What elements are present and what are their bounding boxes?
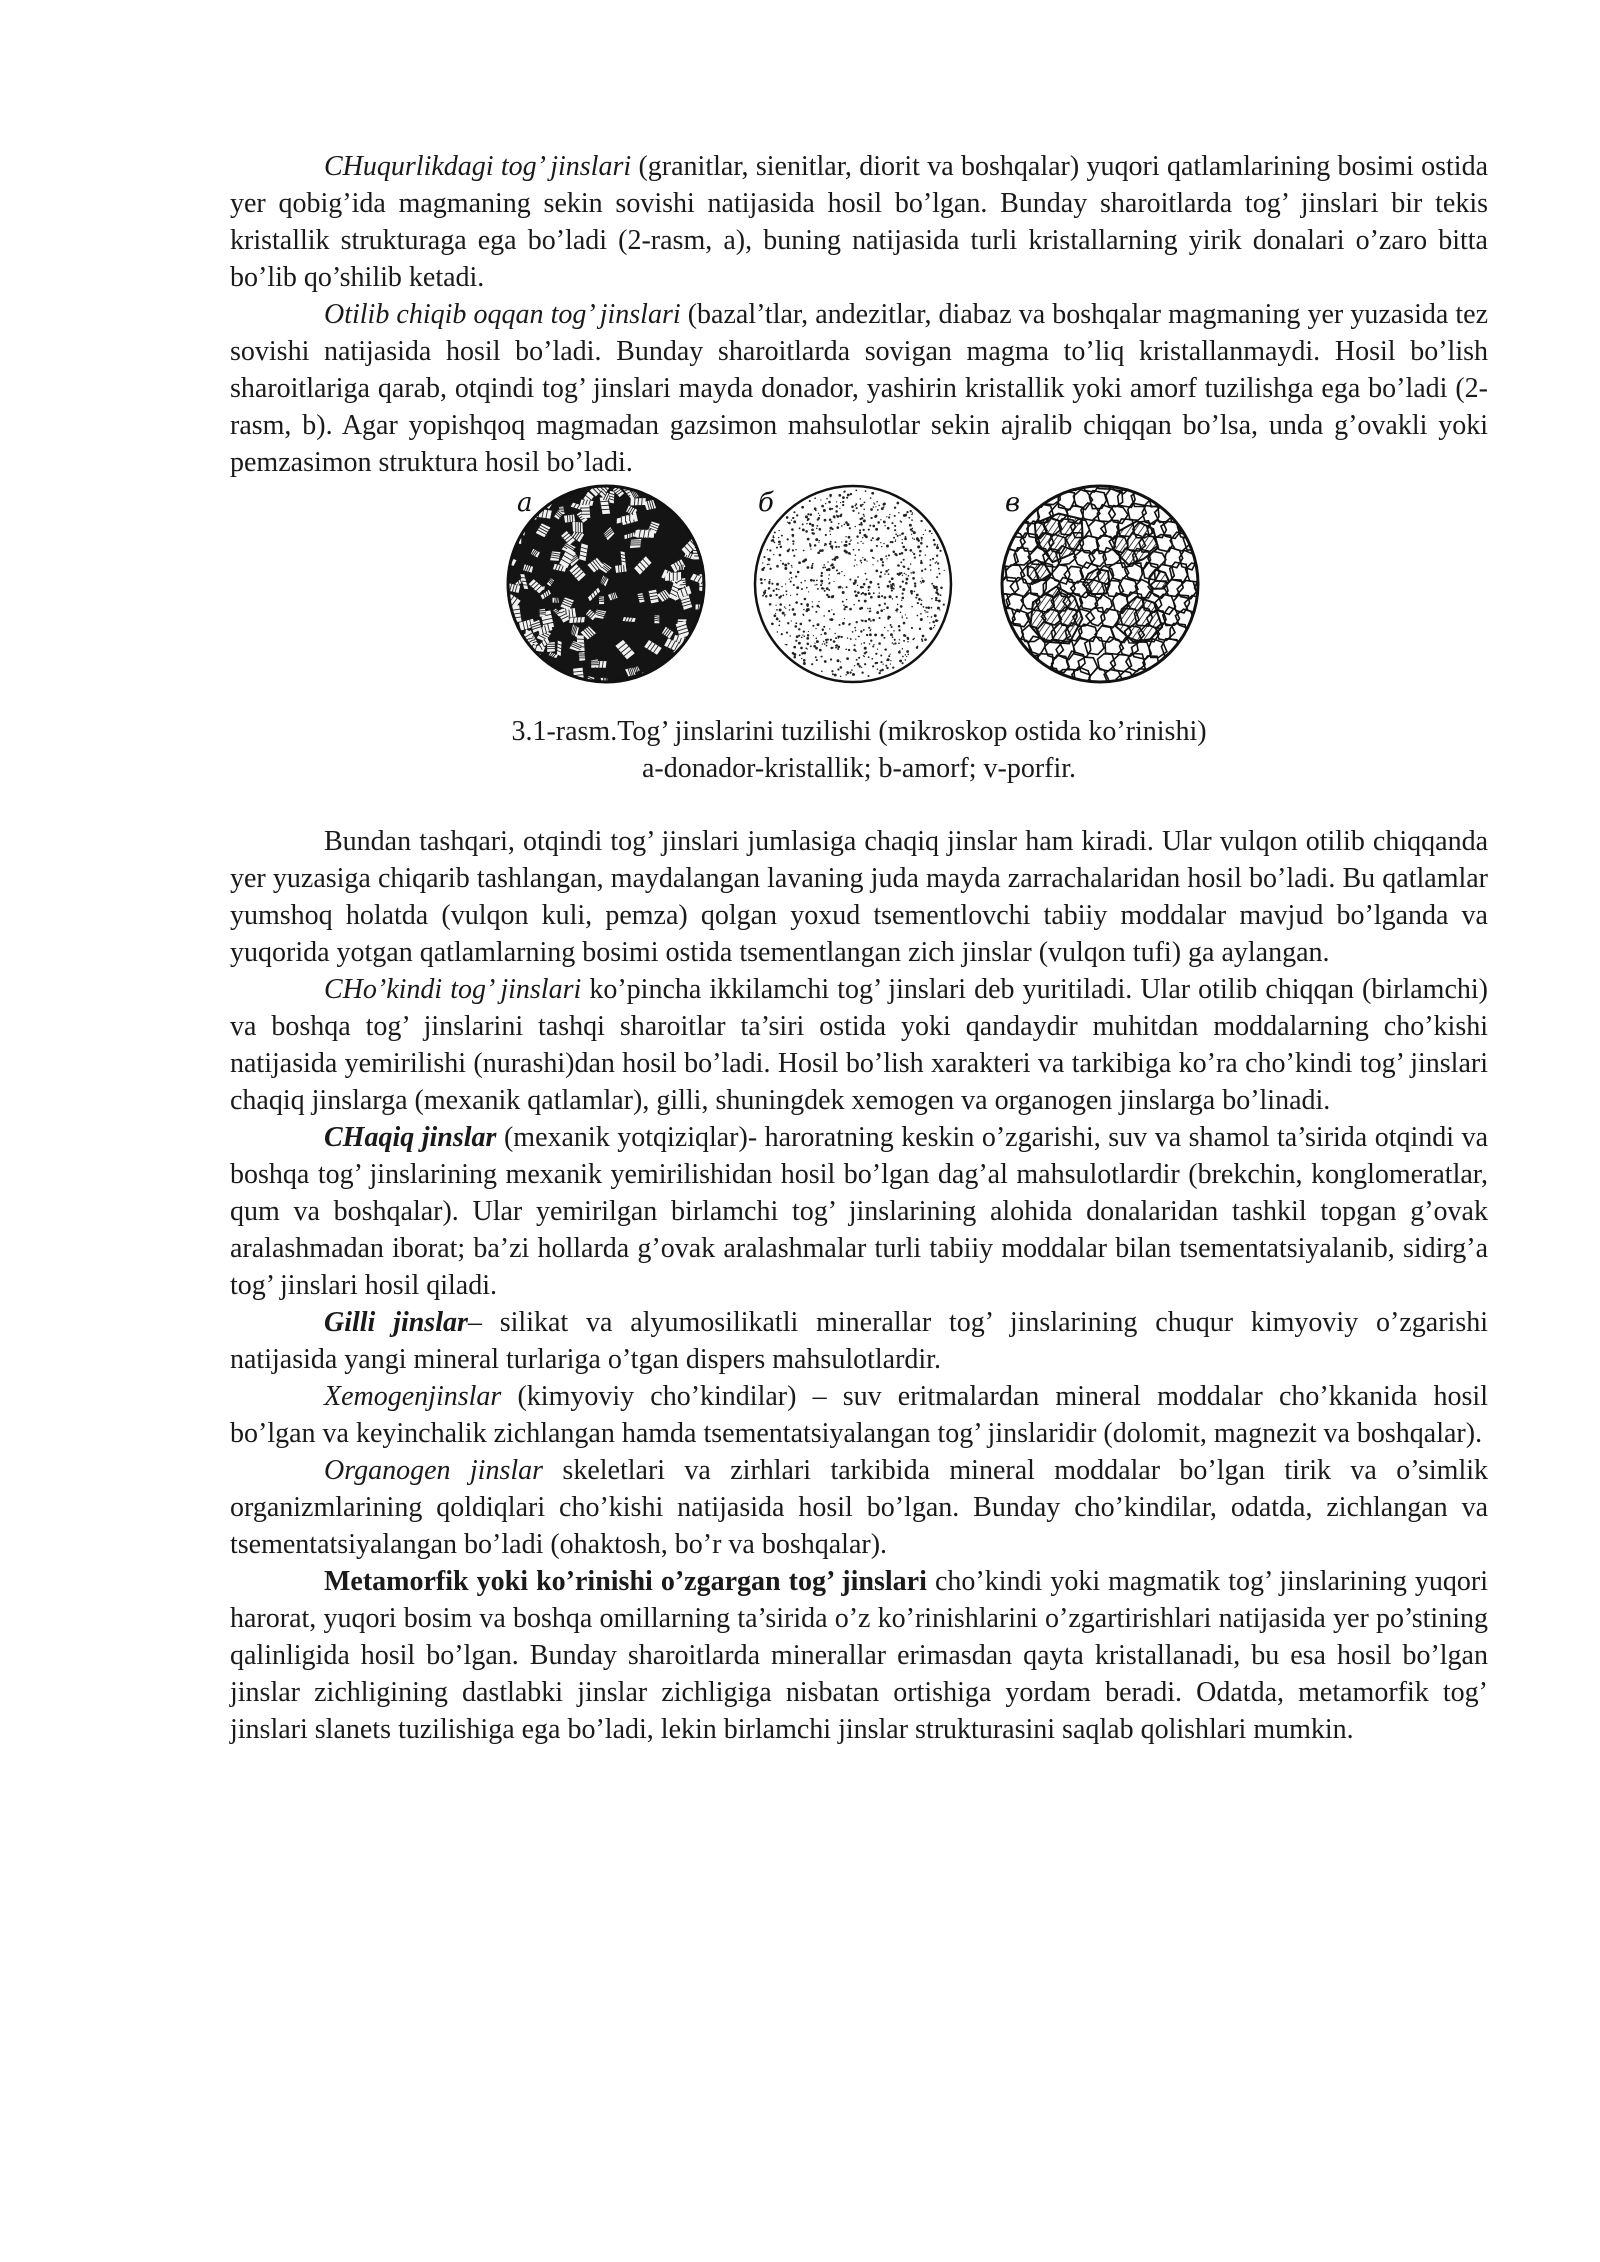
figure-label-v: в	[1005, 488, 1021, 518]
porphyritic-circle	[998, 481, 1202, 687]
paragraph-lead-term: CHaqiq jinslar	[324, 1122, 497, 1153]
paragraph	[230, 1304, 1488, 1378]
paragraph	[230, 296, 1488, 481]
paragraph	[230, 971, 1488, 1119]
paragraph-text: ko’pincha ikkilamchi tog’ jinslari deb yuritiladi. Ular otilib chiqqan (birlamchi) va boshqa tog’ jinslarini tashqi sharoitlar ta’siri ostida yoki qandaydir muhitdan moddalarning cho’kishi natijasida yemirilishi (nurashi)dan hosil bo’ladi. Hosil bo’lish xarakteri va tarkibiga ko’ra cho’kindi tog’ jinslari chaqiq jinslarga (mexanik qatlamlar), gilli, shuningdek xemogen va organogen jinslarga bo’linadi.	[230, 974, 1488, 1116]
amorphous-circle	[751, 481, 955, 687]
paragraph-lead-term: Organogen jinslar	[324, 1455, 544, 1486]
paragraph-lead-term: Otilib chiqib oqqan tog’ jinslari	[324, 299, 681, 330]
paragraph	[230, 1563, 1488, 1748]
figure-caption-line1: 3.1-rasm.Tog’ jinslarini tuzilishi (mikroskop ostida ko’rinishi)	[511, 716, 1207, 747]
granular-crystalline-circle	[503, 481, 709, 687]
paragraph-text: cho’kindi yoki magmatik tog’ jinslarining yuqori harorat, yuqori bosim va boshqa omillarning ta’sirida o’z ko’rinishlarini o’zgartirishlari natijasida yer po’stining qalinligida hosil bo’lgan. Bunday sharoitlarda minerallar erimasdan qayta kristallanadi, bu esa hosil bo’lgan jinslar zichligining dastlabki jinslar zichligiga nisbatan ortishiga yordam beradi. Odatda, metamorfik tog’ jinslari slanets tuzilishiga ega bo’ladi, lekin birlamchi jinslar strukturasini saqlab qolishlari mumkin.	[230, 1566, 1488, 1745]
rock-structure-figure	[230, 481, 1488, 713]
paragraph-text: skeletlari va zirhlari tarkibida mineral moddalar bo’lgan tirik va o’simlik organizmlarining qoldiqlari cho’kishi natijasida hosil bo’lgan. Bunday cho’kindilar, odatda, zichlangan va tsementatsiyalangan bo’ladi (ohaktosh, bo’r va boshqalar).	[230, 1455, 1489, 1560]
paragraph-text: Bundan tashqari, otqindi tog’ jinslari jumlasiga chaqiq jinslar ham kiradi. Ular vulqon otilib chiqqanda yer yuzasiga chiqarib tashlangan, maydalangan lavaning juda mayda zarrachalaridan hosil bo’ladi. Bu qatlamlar yumshoq holatda (vulqon kuli, pemza) qolgan yoxud tsementlovchi tabiiy moddalar mavjud bo’lganda va yuqorida yotgan qatlamlarning bosimi ostida tsementlangan zich jinslar (vulqon tufi) ga aylangan.	[230, 826, 1488, 968]
paragraph	[230, 823, 1488, 971]
paragraph-lead-term: Xemogenjinslar	[324, 1381, 502, 1412]
paragraph-lead-term: Gilli jinslar	[324, 1307, 468, 1338]
paragraph-text: (granitlar, sienitlar, diorit va boshqalar) yuqori qatlamlarining bosimi ostida yer qobig’ida magmaning sekin sovishi natijasida hosil bo’lgan. Bunday sharoitlarda tog’ jinslari bir tekis kristallik strukturaga ega bo’ladi (2-rasm, a), buning natijasida turli kristallarning yirik donalari o’zaro bitta bo’lib qo’shilib ketadi.	[230, 151, 1489, 293]
paragraph-lead-term: Metamorfik yoki ko’rinishi o’zgargan tog’ jinslari	[324, 1566, 927, 1597]
text-block-top	[230, 148, 1488, 481]
paragraph-text: (mexanik yotqiziqlar)- haroratning keskin o’zgarishi, suv va shamol ta’sirida otqindi va boshqa tog’ jinslarining mexanik yemirilishidan hosil bo’lgan dag’al mahsulotlardir (brekchin, konglomeratlar, qum va boshqalar). Ular yemirilgan birlamchi tog’ jinslarining alohida donalaridan tashkil topgan g’ovak aralashmadan iborat; ba’zi hollarda g’ovak aralashmalar turli tabiiy moddalar bilan tsementatsiyalanib, sidirg’a tog’ jinslari hosil qiladi.	[230, 1122, 1488, 1301]
figure-caption-line2: a-donador-kristallik; b-amorf; v-porfir.	[641, 753, 1077, 784]
paragraph	[230, 1119, 1488, 1304]
paragraph-text: (kimyoviy cho’kindilar) – suv eritmalardan mineral moddalar cho’kkanida hosil bo’lgan va keyinchalik zichlangan hamda tsementatsiyalangan tog’ jinslaridir (dolomit, magnezit va boshqalar).	[230, 1381, 1488, 1449]
paragraph	[230, 1378, 1488, 1452]
text-block-bottom	[230, 823, 1488, 1748]
figure-label-b: б	[758, 488, 774, 518]
paragraph-lead-term: CHuqurlikdagi tog’ jinslari	[324, 151, 632, 182]
document-page	[230, 148, 1488, 1748]
paragraph	[230, 148, 1488, 296]
paragraph-text: (bazal’tlar, andezitlar, diabaz va boshqalar magmaning yer yuzasida tez sovishi natijasida hosil bo’ladi. Bunday sharoitlarda sovigan magma to’liq kristallanmaydi. Hosil bo’lish sharoitlariga qarab, otqindi tog’ jinslari mayda donador, yashirin kristallik yoki amorf tuzilishga ega bo’ladi (2-rasm, b). Agar yopishqoq magmadan gazsimon mahsulotlar sekin ajralib chiqqan bo’lsa, unda g’ovakli yoki pemzasimon struktura hosil bo’ladi.	[230, 299, 1489, 478]
figure-label-a: а	[517, 488, 533, 518]
paragraph-lead-term: CHo’kindi tog’ jinslari	[324, 974, 582, 1005]
paragraph-text: – silikat va alyumosilikatli minerallar tog’ jinslarining chuqur kimyoviy o’zgarishi natijasida yangi mineral turlariga o’tgan dispers mahsulotlardir.	[230, 1307, 1488, 1375]
paragraph	[230, 1452, 1488, 1563]
